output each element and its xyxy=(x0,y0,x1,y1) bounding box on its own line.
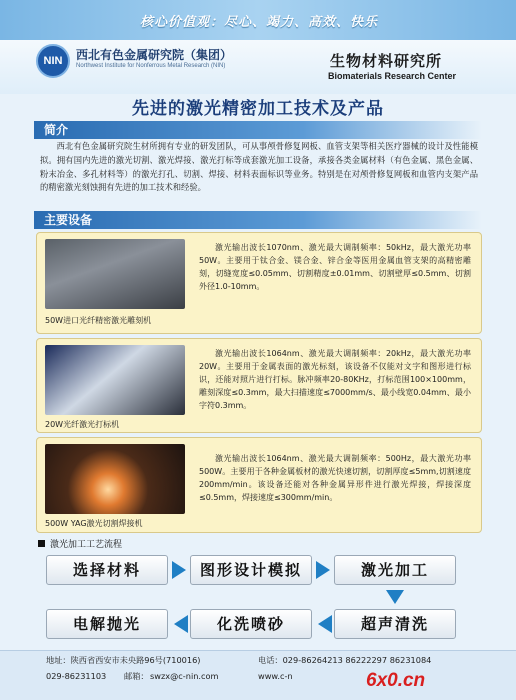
equipment-description: 激光输出波长1064nm、激光最大调制频率：500Hz，最大激光功率500W。主要用于各种金属板材的激光快速切割，切割厚度≤5mm,切割速度200mm/min。该设备还能对各种金属异形件进行激光焊接，焊接深度≤0.5mm，焊接速度≤300mm/min。 xyxy=(199,454,471,502)
equipment-card xyxy=(36,437,482,533)
footer-email-label: 邮箱： xyxy=(124,671,149,681)
site-watermark: 6x0.cn xyxy=(366,670,426,691)
step-select-material: 选择材料 xyxy=(46,555,168,585)
page-title: 先进的激光精密加工技术及产品 xyxy=(132,99,384,119)
step-ultrasonic-cleaning: 超声清洗 xyxy=(334,609,456,639)
institute-name-en: Northwest Institute for Nonferrous Metal Research (NIN) xyxy=(76,63,226,69)
equipment-heading: 主要设备 xyxy=(34,211,482,229)
footer-fax: 029-86231103 xyxy=(46,671,107,681)
step-laser-processing: 激光加工 xyxy=(334,555,456,585)
process-label: 激光加工工艺流程 xyxy=(50,540,123,550)
arrow-right-icon xyxy=(316,561,330,579)
institute-name: 西北有色金属研究院（集团） xyxy=(76,48,233,62)
equipment-card xyxy=(36,338,482,433)
equipment-card xyxy=(36,232,482,334)
footer-address: 地址：陕西省西安市未央路96号(710016) xyxy=(46,655,201,665)
engraving-machine-photo xyxy=(45,239,185,309)
arrow-left-icon xyxy=(174,615,188,633)
intro-heading: 简介 xyxy=(34,121,482,139)
equipment-caption: 500W YAG激光切割焊接机 xyxy=(45,519,143,528)
equipment-description: 激光输出波长1064nm、激光最大调制频率：20kHz，最大激光功率20W。主要用于金属表面的激光标刻，该设备不仅能对文字和图形进行标识，还能对照片进行打标。脉冲频率20-80KHz，打标范围100×100mm，雕刻深度≤0.3mm，最大扫描速度≤7000mm/s、最小线宽0.04mm、最小字符0.3mm。 xyxy=(199,349,471,410)
step-chemical-sandblast: 化洗喷砂 xyxy=(190,609,312,639)
arrow-down-icon xyxy=(386,590,404,604)
center-name-en: Biomaterials Research Center xyxy=(328,71,457,81)
slogan: 核心价值观：尽心、竭力、高效、快乐 xyxy=(140,15,379,30)
step-electropolishing: 电解抛光 xyxy=(46,609,168,639)
equipment-caption: 50W进口光纤精密激光雕刻机 xyxy=(45,316,152,325)
nin-logo: NIN xyxy=(36,44,70,78)
step-graphic-design: 图形设计模拟 xyxy=(190,555,312,585)
arrow-right-icon xyxy=(172,561,186,579)
equipment-description: 激光输出波长1070nm、激光最大调制频率：50kHz，最大激光功率50W。主要用于钛合金、镁合金、锌合金等医用金属血管支架的高精密雕刻，切缝宽度≤0.05mm、切割精度±0.01mm、切割壁厚≤0.5mm、切割外径1.0-10mm。 xyxy=(199,243,471,291)
arrow-left-icon xyxy=(318,615,332,633)
cutting-welding-machine-photo xyxy=(45,444,185,514)
bullet-square xyxy=(38,540,45,547)
center-name: 生物材料研究所 xyxy=(330,52,443,70)
footer-web[interactable]: www.c-n xyxy=(258,671,293,681)
equipment-caption: 20W光纤激光打标机 xyxy=(45,420,120,429)
footer-email[interactable]: swzx@c-nin.com xyxy=(150,671,219,681)
intro-text: 西北有色金属研究院生材所拥有专业的研发团队，可从事颅骨修复网板、血管支架等相关医疗器械的设计及性能模拟。拥有国内先进的激光切割、激光焊接、激光打标等成套激光加工设备，承接各类金属材料（有色金属、黑色金属、粉末冶金、多孔材料等）的激光打孔、切割、焊接、材料表面标识等业务。特别是在对颅骨修复网板和血管内支架产品的精密激光刻蚀拥有先进的加工技术和经验。 xyxy=(40,141,478,193)
footer-phone: 电话：029-86264213 86222297 86231084 xyxy=(258,655,432,665)
marking-machine-photo xyxy=(45,345,185,415)
